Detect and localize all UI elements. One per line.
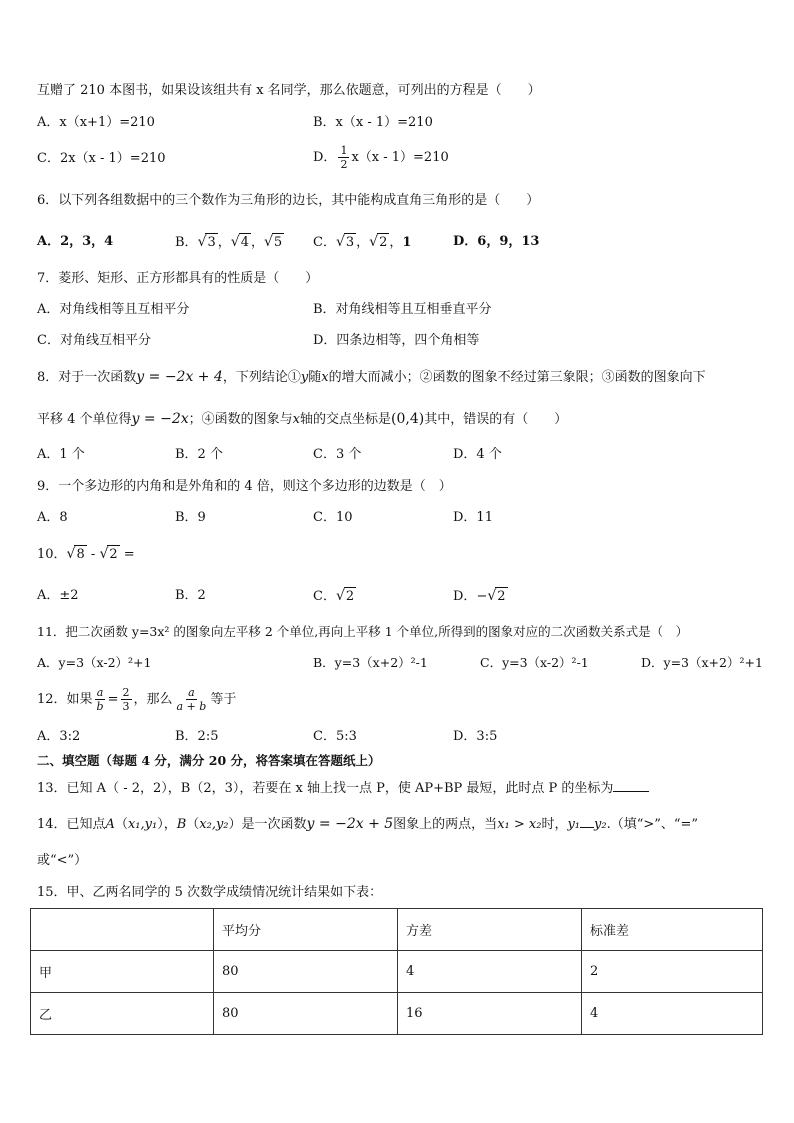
q7-option-b: B．对角线相等且互相垂直平分 bbox=[313, 302, 492, 317]
table-row bbox=[31, 993, 763, 1035]
q8-var-y: y bbox=[300, 370, 309, 385]
table-row bbox=[31, 951, 763, 993]
q5-d-fraction bbox=[338, 144, 349, 171]
q8-function: y = −2x + 4 bbox=[136, 369, 223, 385]
q14-text: 是一次函数 bbox=[241, 817, 307, 832]
q6-c-r1: 3 bbox=[345, 235, 355, 250]
q12-f1-num: a bbox=[96, 686, 104, 699]
table-cell: 16 bbox=[398, 993, 582, 1035]
q12-f2-num: 2 bbox=[122, 686, 130, 699]
sqrt-icon: √ bbox=[230, 234, 240, 250]
sqrt-icon: √ bbox=[369, 234, 379, 250]
q6-option-a: A．2，3，4 bbox=[37, 234, 114, 249]
q6-b-r2: 4 bbox=[240, 235, 249, 250]
q8-text: 的增大而减小；②函数的图象不经过第三象限；③函数的图象向下 bbox=[328, 370, 706, 385]
sqrt-icon: √ bbox=[335, 234, 345, 250]
q10-d-radicand: 2 bbox=[497, 589, 506, 604]
q8-point: (0,4) bbox=[391, 411, 425, 427]
q12-option-b: B．2:5 bbox=[175, 729, 219, 744]
q6-c-tail: 1 bbox=[402, 235, 412, 250]
table-header-cell bbox=[31, 909, 214, 951]
q8-option-d: D．4 个 bbox=[453, 447, 502, 462]
answer-blank bbox=[580, 815, 594, 828]
q6-b-r3: 5 bbox=[273, 235, 283, 250]
q7-option-c: C．对角线互相平分 bbox=[37, 333, 151, 348]
table-header-cell: 平均分 bbox=[214, 909, 398, 951]
q6-c-label: C． bbox=[313, 235, 336, 250]
q12-option-c: C．5:3 bbox=[313, 729, 357, 744]
q12-text: 等于 bbox=[210, 692, 237, 707]
q11-stem: 11．把二次函数 y=3x² 的图象向左平移 2 个单位,再向上平移 1 个单位,所得到的图象对应的二次函数关系式是（ ） bbox=[37, 624, 689, 639]
q10-option-a: A．±2 bbox=[37, 588, 79, 603]
q14-label: 14．已知点 bbox=[37, 817, 106, 832]
q12-option-a: A．3:2 bbox=[37, 729, 81, 744]
q5-stem: 互赠了 210 本图书，如果设该组共有 x 名同学，那么依题意，可列出的方程是（ ） bbox=[37, 83, 541, 98]
q5-d-den: 2 bbox=[340, 158, 348, 171]
q10-option-b: B．2 bbox=[175, 588, 206, 603]
q14-function: y = −2x + 5 bbox=[306, 816, 394, 832]
table-header-row bbox=[31, 909, 763, 951]
q8-line1 bbox=[37, 368, 706, 387]
q8-text: ；④函数的图象与 bbox=[188, 412, 293, 427]
q12-stem bbox=[37, 683, 236, 717]
q11-option-c: C．y=3（x-2）²-1 bbox=[480, 655, 589, 670]
q5-option-c: C．2x（x - 1）=210 bbox=[37, 151, 166, 166]
q6-b-r1: 3 bbox=[207, 235, 216, 250]
q12-fraction-ab bbox=[95, 686, 106, 713]
table-cell: 80 bbox=[214, 993, 398, 1035]
q14-point-a: A bbox=[105, 817, 115, 832]
q10-c-label: C． bbox=[313, 589, 336, 604]
q12-text: ，那么 bbox=[133, 692, 173, 707]
q12-f1-den: b bbox=[96, 700, 104, 713]
q10-equals: = bbox=[123, 547, 135, 562]
q12-f3-num: a bbox=[188, 686, 195, 699]
q9-stem: 9．一个多边形的内角和是外角和的 4 倍，则这个多边形的边数是（ ） bbox=[37, 479, 452, 494]
table-header-cell: 标准差 bbox=[582, 909, 763, 951]
q13-text: 13．已知 A（ - 2，2），B（2，3），若要在 x 轴上找一点 P，使 AP+BP 最短，此时点 P 的坐标为 bbox=[37, 781, 614, 796]
q8-function-2: y = −2x bbox=[131, 411, 189, 427]
q5-d-rest: x（x - 1）=210 bbox=[351, 150, 449, 165]
q8-var-x2: x bbox=[292, 412, 300, 427]
q6-c-r2: 2 bbox=[379, 235, 388, 250]
sqrt-icon: √ bbox=[197, 234, 207, 250]
q12-fraction-a-apb bbox=[175, 686, 209, 713]
q6-option-b: B．√3 ，√4 ，√5 bbox=[175, 234, 283, 250]
q10-c-radicand: 2 bbox=[345, 589, 355, 604]
table-cell: 乙 bbox=[31, 993, 214, 1035]
q14-text: .（填“>”、“=” bbox=[606, 817, 699, 832]
section-heading: 二、填空题（每题 4 分，满分 20 分，将答案填在答题纸上） bbox=[37, 753, 381, 768]
q9-option-d: D．11 bbox=[453, 510, 493, 525]
sqrt-icon: √ bbox=[264, 234, 273, 250]
q7-option-a: A．对角线相等且互相平分 bbox=[37, 302, 190, 317]
q12-f3-den: a + b bbox=[176, 700, 207, 713]
q9-option-c: C．10 bbox=[313, 510, 353, 525]
q8-text: 其中，错误的有（ ） bbox=[424, 412, 568, 427]
q14-text: 时， bbox=[541, 817, 568, 832]
q8-option-c: C．3 个 bbox=[313, 447, 362, 462]
q14-text: 图象上的两点，当 bbox=[393, 817, 498, 832]
q14-point-b: B bbox=[176, 817, 187, 832]
q12-fraction-23 bbox=[121, 686, 132, 713]
q14-a-coords: x₁,y₁ bbox=[127, 817, 158, 832]
q14-b-coords: x₂,y₂ bbox=[199, 817, 229, 832]
q8-option-a: A．1 个 bbox=[37, 447, 85, 462]
sqrt-icon: √ bbox=[66, 546, 76, 562]
q11-option-d: D．y=3（x+2）²+1 bbox=[641, 655, 763, 670]
table-cell: 4 bbox=[398, 951, 582, 993]
q14-y1: y₁ bbox=[567, 817, 581, 832]
q5-option-b: B．x（x - 1）=210 bbox=[313, 115, 433, 130]
q14-line2: 或“<”） bbox=[37, 853, 88, 868]
q8-option-b: B．2 个 bbox=[175, 447, 223, 462]
q10-d-sign: − bbox=[476, 589, 488, 604]
q5-d-label: D． bbox=[313, 150, 337, 165]
q12-equals: = bbox=[107, 692, 119, 707]
q10-r1: 8 bbox=[76, 547, 85, 562]
q10-minus: - bbox=[90, 547, 96, 562]
q10-label: 10． bbox=[37, 547, 67, 562]
q8-text: ，下列结论① bbox=[222, 370, 301, 385]
sqrt-icon: √ bbox=[487, 588, 497, 604]
q5-d-num: 1 bbox=[340, 144, 348, 157]
q14-condition: x₁ > x₂ bbox=[497, 817, 542, 832]
q12-label: 12．如果 bbox=[37, 692, 93, 707]
q7-option-d: D．四条边相等，四个角相等 bbox=[313, 333, 480, 348]
q10-option-d bbox=[453, 587, 508, 606]
q8-text: 轴的交点坐标是 bbox=[299, 412, 391, 427]
q9-option-a: A．8 bbox=[37, 510, 68, 525]
q10-stem bbox=[37, 545, 135, 564]
q8-text: 平移 4 个单位得 bbox=[37, 412, 132, 427]
q14-line1: 14．已知点A（x₁,y₁），B（x₂,y₂）是一次函数y = −2x + 5图象上的两点，当x₁ > x₂时，y₁ y₂.（填“>”、“=” bbox=[37, 816, 699, 832]
q12-f2-den: 3 bbox=[122, 700, 130, 713]
q11-option-a: A．y=3（x-2）²+1 bbox=[37, 655, 152, 670]
score-stats-table bbox=[30, 908, 763, 1035]
sqrt-icon: √ bbox=[99, 546, 109, 562]
q7-stem: 7．菱形、矩形、正方形都具有的性质是（ ） bbox=[37, 271, 319, 286]
answer-blank bbox=[613, 779, 649, 792]
q12-option-d: D．3:5 bbox=[453, 729, 498, 744]
q13-stem bbox=[37, 779, 649, 798]
q14-y2: y₂ bbox=[594, 817, 607, 832]
table-cell: 甲 bbox=[31, 951, 214, 993]
q5-option-a: A．x（x+1）=210 bbox=[37, 115, 155, 130]
q6-stem: 6．以下列各组数据中的三个数作为三角形的边长，其中能构成直角三角形的是（ ） bbox=[37, 193, 540, 208]
q5-option-d bbox=[313, 141, 449, 175]
sqrt-icon: √ bbox=[335, 588, 345, 604]
q8-text: 8．对于一次函数 bbox=[37, 370, 137, 385]
q8-line2 bbox=[37, 410, 567, 429]
q8-var-x: x bbox=[321, 370, 329, 385]
q8-text: 随 bbox=[308, 370, 322, 385]
q6-b-label: B． bbox=[175, 235, 198, 250]
q10-r2: 2 bbox=[109, 547, 118, 562]
q11-option-b: B．y=3（x+2）²-1 bbox=[313, 655, 428, 670]
q15-stem: 15．甲、乙两名同学的 5 次数学成绩情况统计结果如下表： bbox=[37, 885, 383, 900]
q9-option-b: B．9 bbox=[175, 510, 206, 525]
table-header-cell: 方差 bbox=[398, 909, 582, 951]
table-cell: 4 bbox=[582, 993, 763, 1035]
table-cell: 2 bbox=[582, 951, 763, 993]
q6-option-c: C．√3 ，√2 ，1 bbox=[313, 234, 412, 250]
q10-option-c bbox=[313, 587, 356, 606]
q6-option-d: D．6，9，13 bbox=[453, 234, 540, 249]
table-cell: 80 bbox=[214, 951, 398, 993]
q10-d-label: D． bbox=[453, 589, 477, 604]
